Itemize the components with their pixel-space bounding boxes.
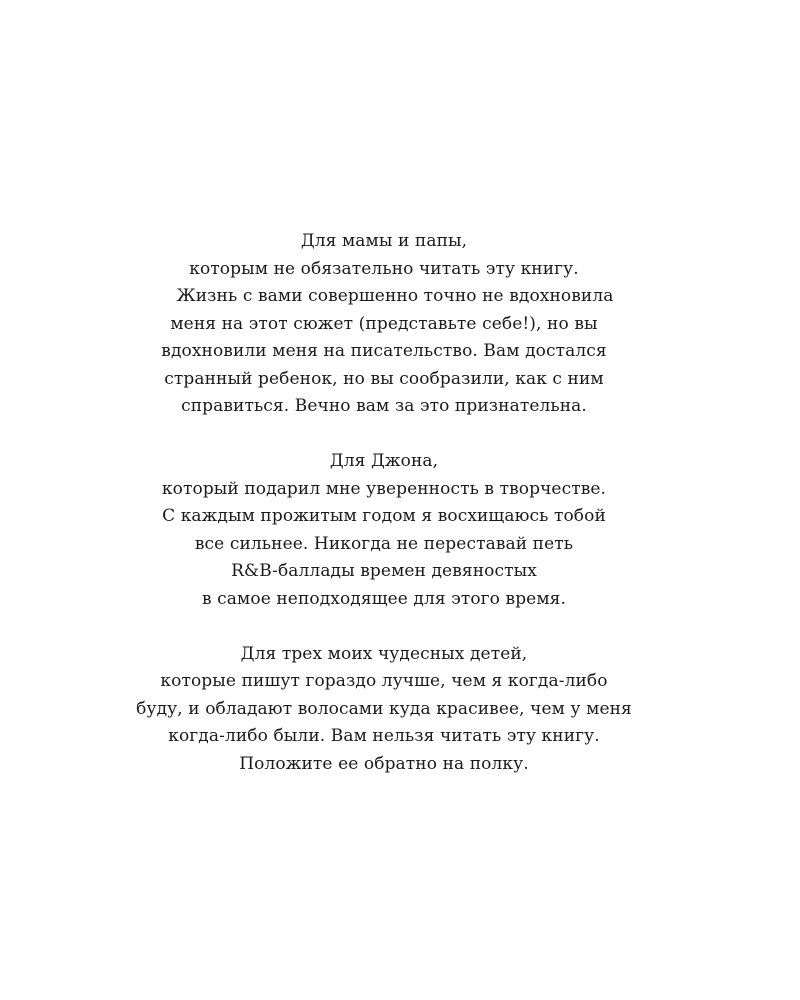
dedication-line: Жизнь с вами совершенно точно не вдохновила xyxy=(154,286,614,306)
dedication-line: Положите ее обратно на полку. xyxy=(239,753,529,774)
dedication-heading: Для трех моих чудесных детей, xyxy=(240,643,528,664)
dedication-line: буду, и обладают волосами куда красивее, чем у меня xyxy=(136,698,632,719)
dedication-line: все сильнее. Никогда не переставай петь xyxy=(194,533,574,554)
dedication-line: С каждым прожитым годом я восхищаюсь тобой xyxy=(162,506,606,526)
dedication-heading: Для мамы и папы, xyxy=(300,231,468,251)
dedication-children xyxy=(0,641,768,779)
dedication-parents xyxy=(0,228,768,421)
dedication-line: R&B-баллады времен девяностых xyxy=(231,561,537,581)
dedication-line: в самое неподходящее для этого время. xyxy=(202,588,566,609)
dedication-text xyxy=(0,228,768,778)
dedication-heading: Для Джона, xyxy=(329,451,439,471)
dedication-line: который подарил мне уверенность в творчестве. xyxy=(161,478,607,499)
dedication-line: которые пишут гораздо лучше, чем я когда-либо xyxy=(160,671,608,691)
dedication-line: вдохновили меня на писательство. Вам достался xyxy=(161,341,607,361)
dedication-line: меня на этот сюжет (представьте себе!), но вы xyxy=(170,313,598,334)
dedication-line: справиться. Вечно вам за это признательна. xyxy=(181,396,587,416)
dedication-line: когда-либо были. Вам нельзя читать эту книгу. xyxy=(168,726,600,746)
dedication-john xyxy=(0,448,768,613)
dedication-line: странный ребенок, но вы сообразили, как с ним xyxy=(164,368,604,389)
dedication-line: которым не обязательно читать эту книгу. xyxy=(189,258,579,279)
